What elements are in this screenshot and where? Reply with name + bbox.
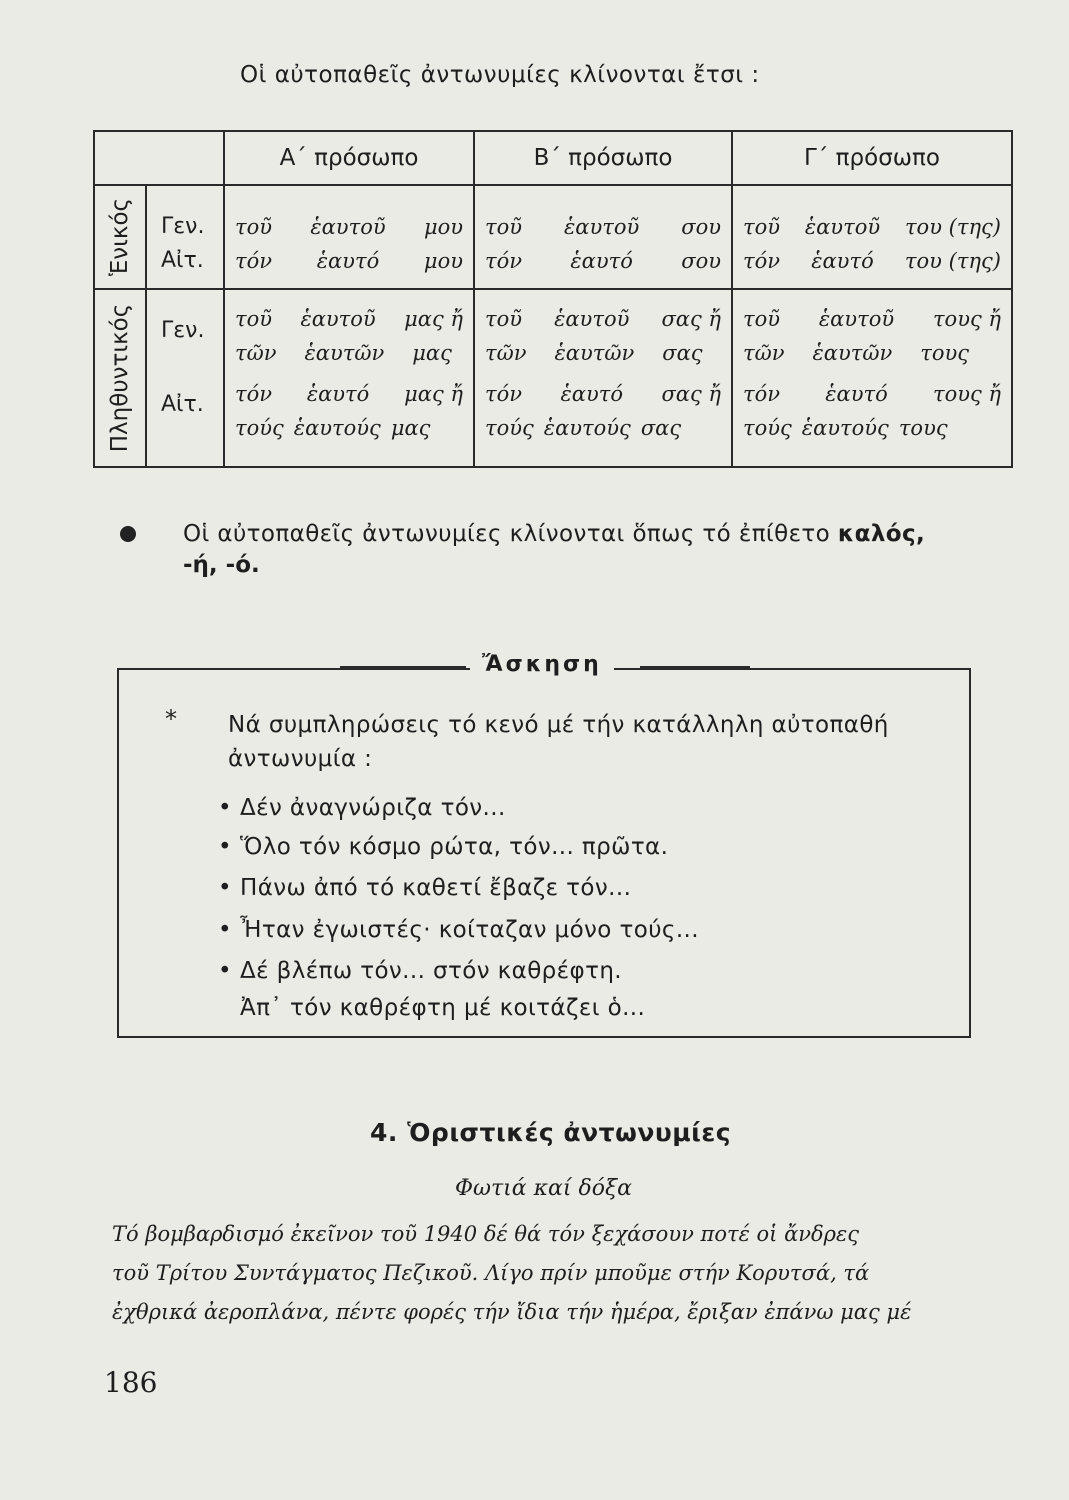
exercise-title: Ἄσκηση [470,652,614,677]
singular-label: Ἑνικός [107,197,133,277]
prose-line: Τό βομβαρδισμό ἐκεῖνον τοῦ 1940 δέ θά τόν ξεχάσουν ποτέ οἱ ἄνδρες [112,1222,860,1246]
exercise-item: • Ὅλο τόν κόσμο ρώτα, τόν... πρῶτα. [218,834,669,860]
plural-label: Πληθυντικός [107,303,133,453]
exercise-item-continuation: Ἀπ᾽ τόν καθρέφτη μέ κοιτάζει ὁ... [240,995,646,1021]
singular-third-person: τοῦ ἑαυτοῦ του (της) τόν ἑαυτό του (της) [732,185,1012,289]
intro-text: Οἱ αὐτοπαθεῖς ἀντωνυμίες κλίνονται ἔτσι : [240,62,760,88]
note-bold-word: καλός, [837,521,926,547]
plural-label-cell [94,289,146,467]
bullet-icon: • [218,834,232,860]
note-text: Οἱ αὐτοπαθεῖς ἀντωνυμίες κλίνονται ὅπως τό ἐπίθετο καλός, [183,521,926,547]
exercise-item: • Ἦταν ἐγωιστές· κοίταζαν μόνο τούς... [218,917,699,943]
page-number: 186 [104,1366,158,1399]
case-gen: Γεν. [161,214,205,239]
exercise-item: • Δέ βλέπω τόν... στόν καθρέφτη. [218,958,623,984]
table-corner [94,131,224,185]
plural-acc-second-person: τόν ἑαυτό σας ἤ τούς ἑαυτούς σας [474,377,732,467]
singular-second-person: τοῦ ἑαυτοῦ σου τόν ἑαυτό σου [474,185,732,289]
singular-cases [146,185,224,289]
note-continuation: -ή, -ό. [183,552,260,578]
bullet-dot-icon [120,526,136,542]
prose-line: ἐχθρικά ἀεροπλάνα, πέντε φορές τήν ἴδια τήν ἡμέρα, ἔριξαν ἐπάνω μας μέ [112,1300,912,1324]
case-gen: Γεν. [161,318,205,343]
star-icon: * [165,705,177,733]
section-title: 4. Ὁριστικές ἀντωνυμίες [370,1118,732,1147]
singular-label-cell [94,185,146,289]
bullet-icon: • [218,795,232,821]
exercise-instruction: Νά συμπληρώσεις τό κενό μέ τήν κατάλληλη αὐτοπαθή ἀντωνυμία : [228,712,889,772]
title-dash-right [640,666,750,668]
case-acc: Αἰτ. [161,248,204,273]
plural-gen-third-person: τοῦ ἑαυτοῦ τους ἤ τῶν ἑαυτῶν τους [732,289,1012,377]
case-acc: Αἰτ. [161,392,204,417]
bullet-icon: • [218,875,232,901]
singular-first-person: τοῦ ἑαυτοῦ μου τόν ἑαυτό μου [224,185,474,289]
header-first-person: Α΄ πρόσωπο [224,131,474,185]
exercise-item: • Πάνω ἀπό τό καθετί ἔβαζε τόν... [218,875,632,901]
plural-gen-second-person: τοῦ ἑαυτοῦ σας ἤ τῶν ἑαυτῶν σας [474,289,732,377]
declension-table [93,130,1013,468]
section-subtitle: Φωτιά καί δόξα [455,1176,632,1201]
plural-gen-first-person: τοῦ ἑαυτοῦ μας ἤ τῶν ἑαυτῶν μας [224,289,474,377]
header-third-person: Γ΄ πρόσωπο [732,131,1012,185]
bullet-icon: • [218,917,232,943]
exercise-item: • Δέν ἀναγνώριζα τόν... [218,795,506,821]
plural-acc-first-person: τόν ἑαυτό μας ἤ τούς ἑαυτούς μας [224,377,474,467]
plural-cases [146,289,224,467]
prose-line: τοῦ Τρίτου Συντάγματος Πεζικοῦ. Λίγο πρίν μποῦμε στήν Κορυτσά, τά [112,1261,870,1285]
plural-acc-third-person: τόν ἑαυτό τους ἤ τούς ἑαυτούς τους [732,377,1012,467]
bullet-icon: • [218,958,232,984]
header-second-person: Β΄ πρόσωπο [474,131,732,185]
title-dash-left [340,666,466,668]
